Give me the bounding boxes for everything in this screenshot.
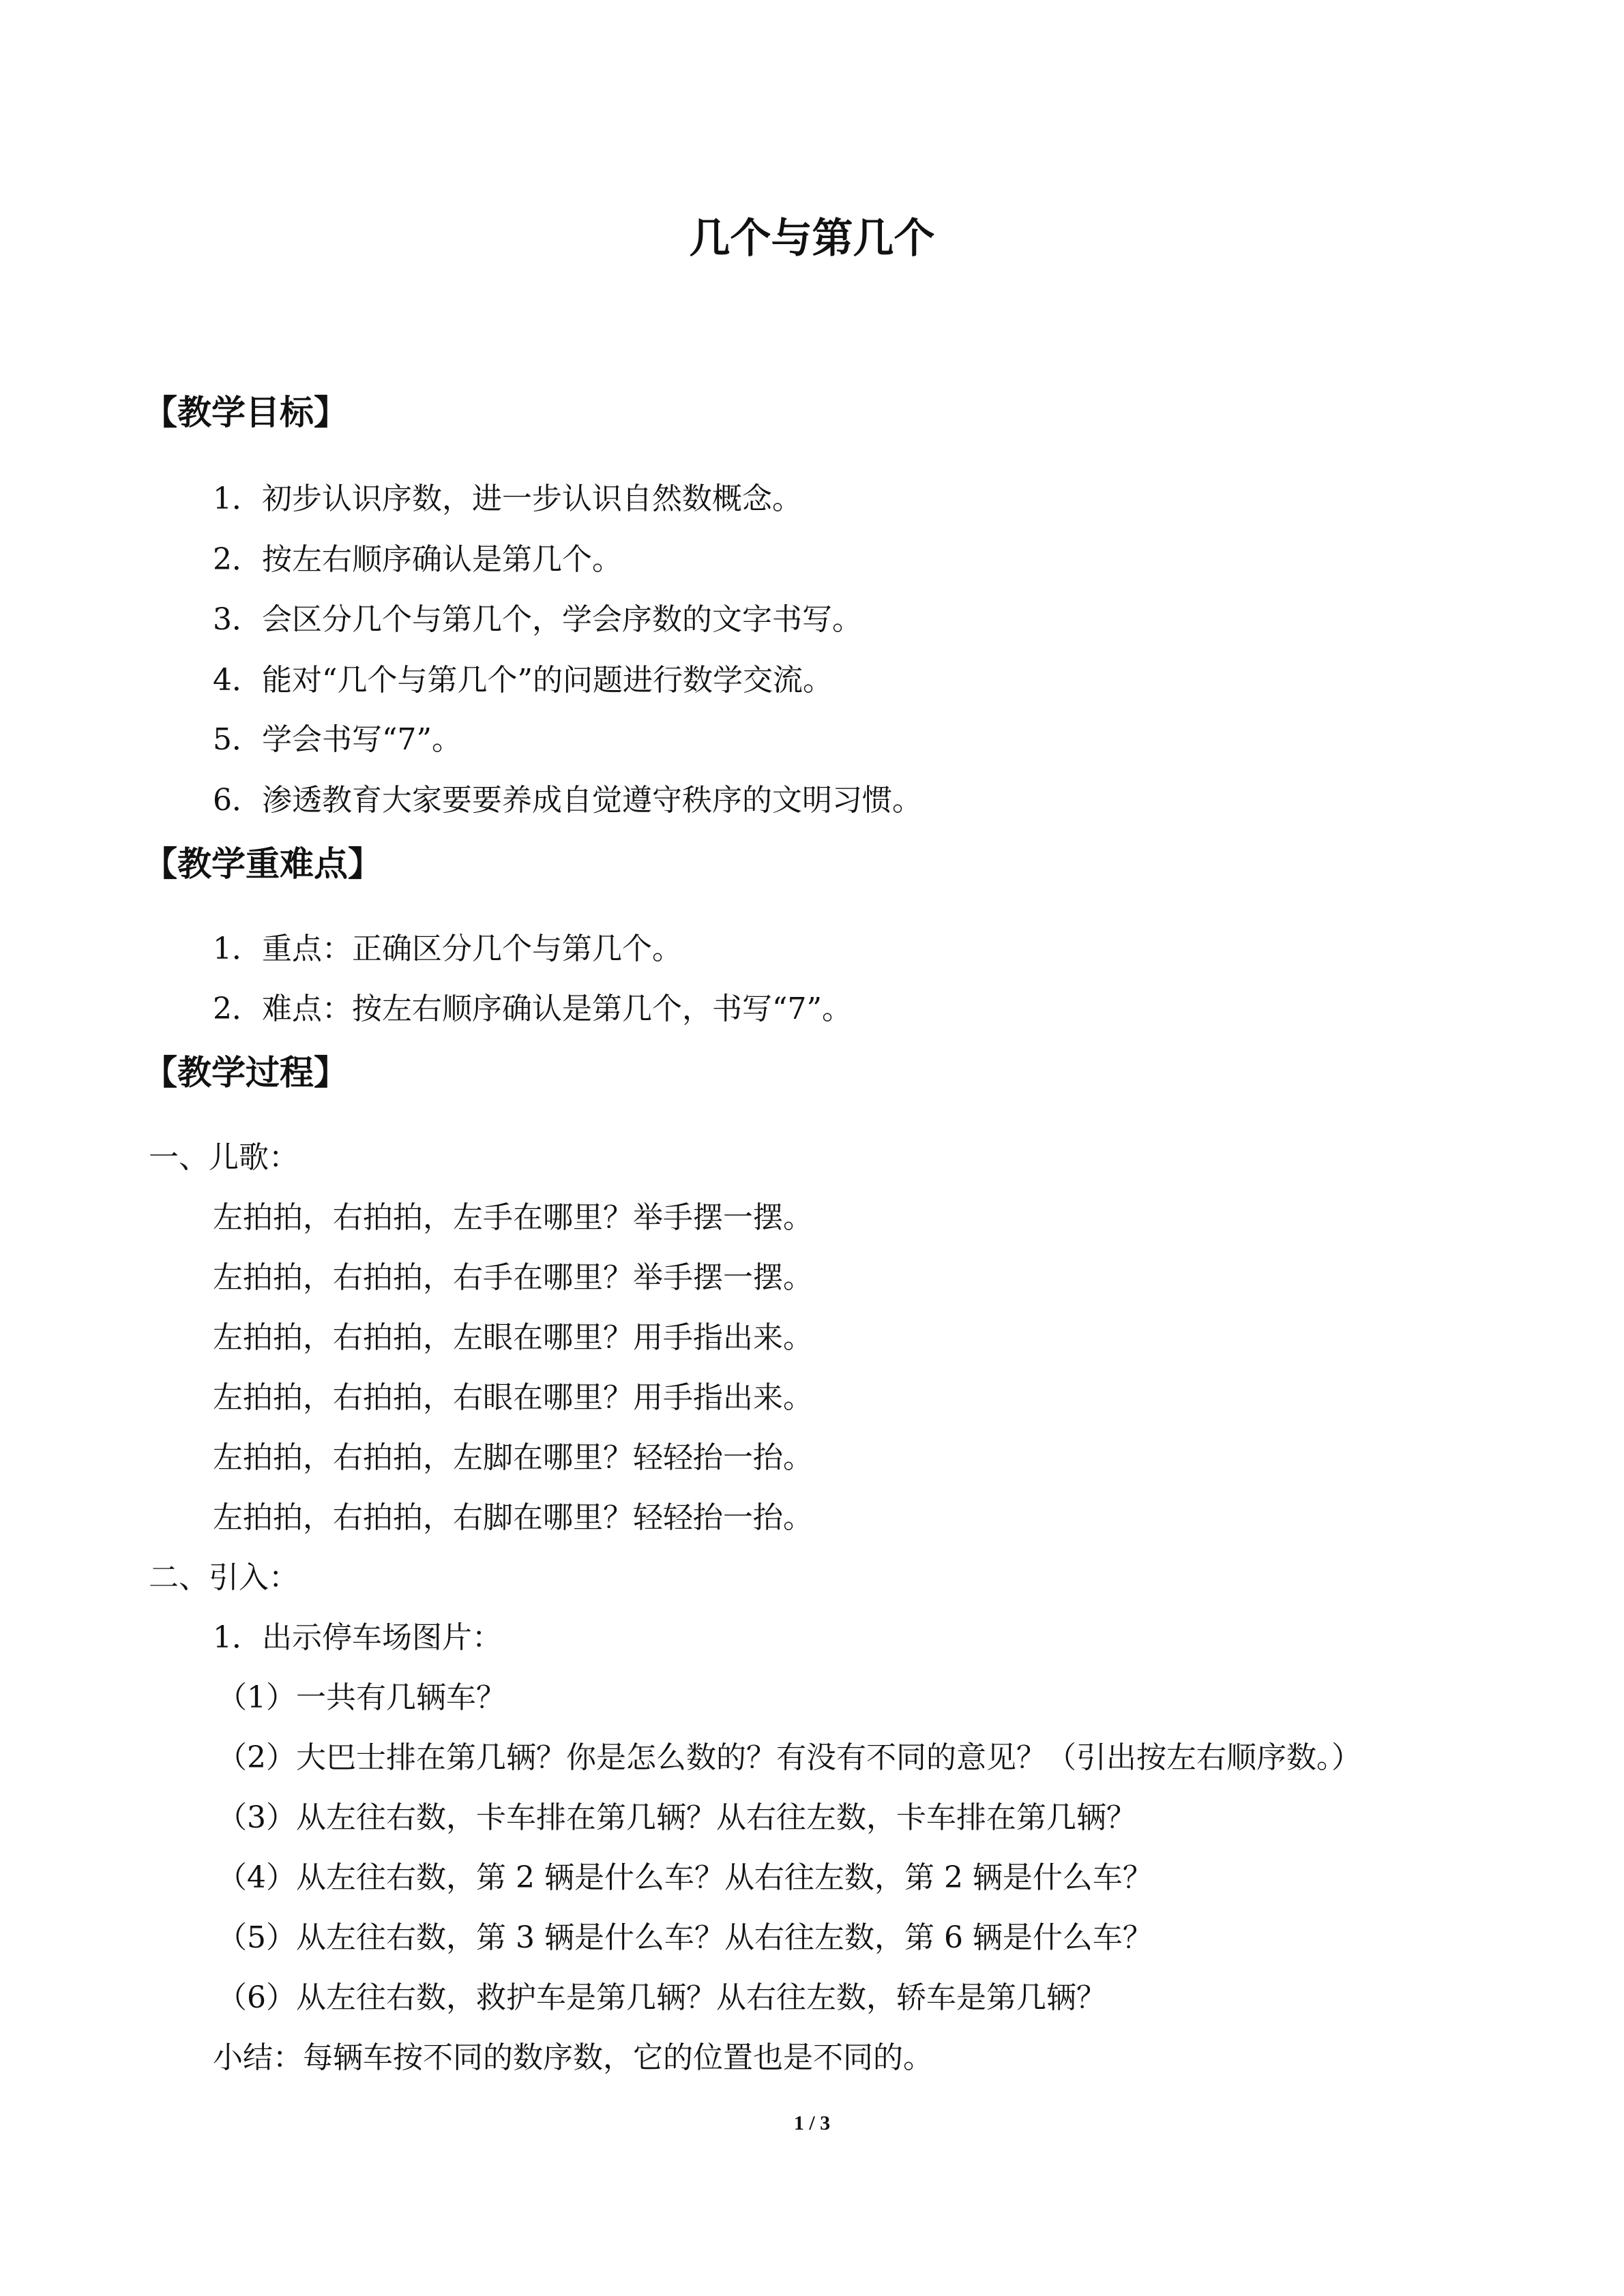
question-item: （4）从左往右数，第 2 辆是什么车？从右往左数，第 2 辆是什么车？ xyxy=(217,1860,1153,1895)
part2-label: 二、引入： xyxy=(149,1560,299,1595)
goal-item: 3．会区分几个与第几个，学会序数的文字书写。 xyxy=(213,602,862,637)
goal-item: 6．渗透教育大家要要养成自觉遵守秩序的文明习惯。 xyxy=(213,783,922,818)
heading-teaching-goals: 【教学目标】 xyxy=(143,392,348,432)
question-item: （3）从左往右数，卡车排在第几辆？从右往左数，卡车排在第几辆？ xyxy=(217,1800,1136,1835)
goal-item: 4．能对“几个与第几个”的问题进行数学交流。 xyxy=(213,663,833,698)
part2-sub: 1．出示停车场图片： xyxy=(213,1620,502,1655)
heading-teaching-process: 【教学过程】 xyxy=(143,1052,348,1092)
part1-label: 一、儿歌： xyxy=(149,1140,299,1175)
rhyme-line: 左拍拍，右拍拍，左眼在哪里？用手指出来。 xyxy=(213,1320,813,1355)
key-point-item: 1．重点：正确区分几个与第几个。 xyxy=(213,931,682,966)
document-title: 几个与第几个 xyxy=(689,215,935,263)
summary-line: 小结：每辆车按不同的数序数，它的位置也是不同的。 xyxy=(213,2040,933,2075)
rhyme-line: 左拍拍，右拍拍，左手在哪里？举手摆一摆。 xyxy=(213,1200,813,1235)
goal-item: 2．按左右顺序确认是第几个。 xyxy=(213,542,622,577)
goal-item: 5．学会书写“7”。 xyxy=(213,722,462,757)
goal-item: 1．初步认识序数，进一步认识自然数概念。 xyxy=(213,481,802,516)
rhyme-line: 左拍拍，右拍拍，右手在哪里？举手摆一摆。 xyxy=(213,1260,813,1295)
page-number: 1 / 3 xyxy=(793,2112,831,2134)
rhyme-line: 左拍拍，右拍拍，右脚在哪里？轻轻抬一抬。 xyxy=(213,1500,813,1535)
question-item: （6）从左往右数，救护车是第几辆？从右往左数，轿车是第几辆？ xyxy=(217,1980,1106,2015)
rhyme-line: 左拍拍，右拍拍，右眼在哪里？用手指出来。 xyxy=(213,1380,813,1415)
heading-key-points: 【教学重难点】 xyxy=(143,844,382,884)
question-item: （1）一共有几辆车？ xyxy=(217,1680,506,1715)
question-item: （5）从左往右数，第 3 辆是什么车？从右往左数，第 6 辆是什么车？ xyxy=(217,1920,1153,1955)
question-item: （2）大巴士排在第几辆？你是怎么数的？有没有不同的意见？（引出按左右顺序数。） xyxy=(217,1740,1361,1775)
key-point-item: 2．难点：按左右顺序确认是第几个，书写“7”。 xyxy=(213,992,852,1026)
rhyme-line: 左拍拍，右拍拍，左脚在哪里？轻轻抬一抬。 xyxy=(213,1440,813,1475)
